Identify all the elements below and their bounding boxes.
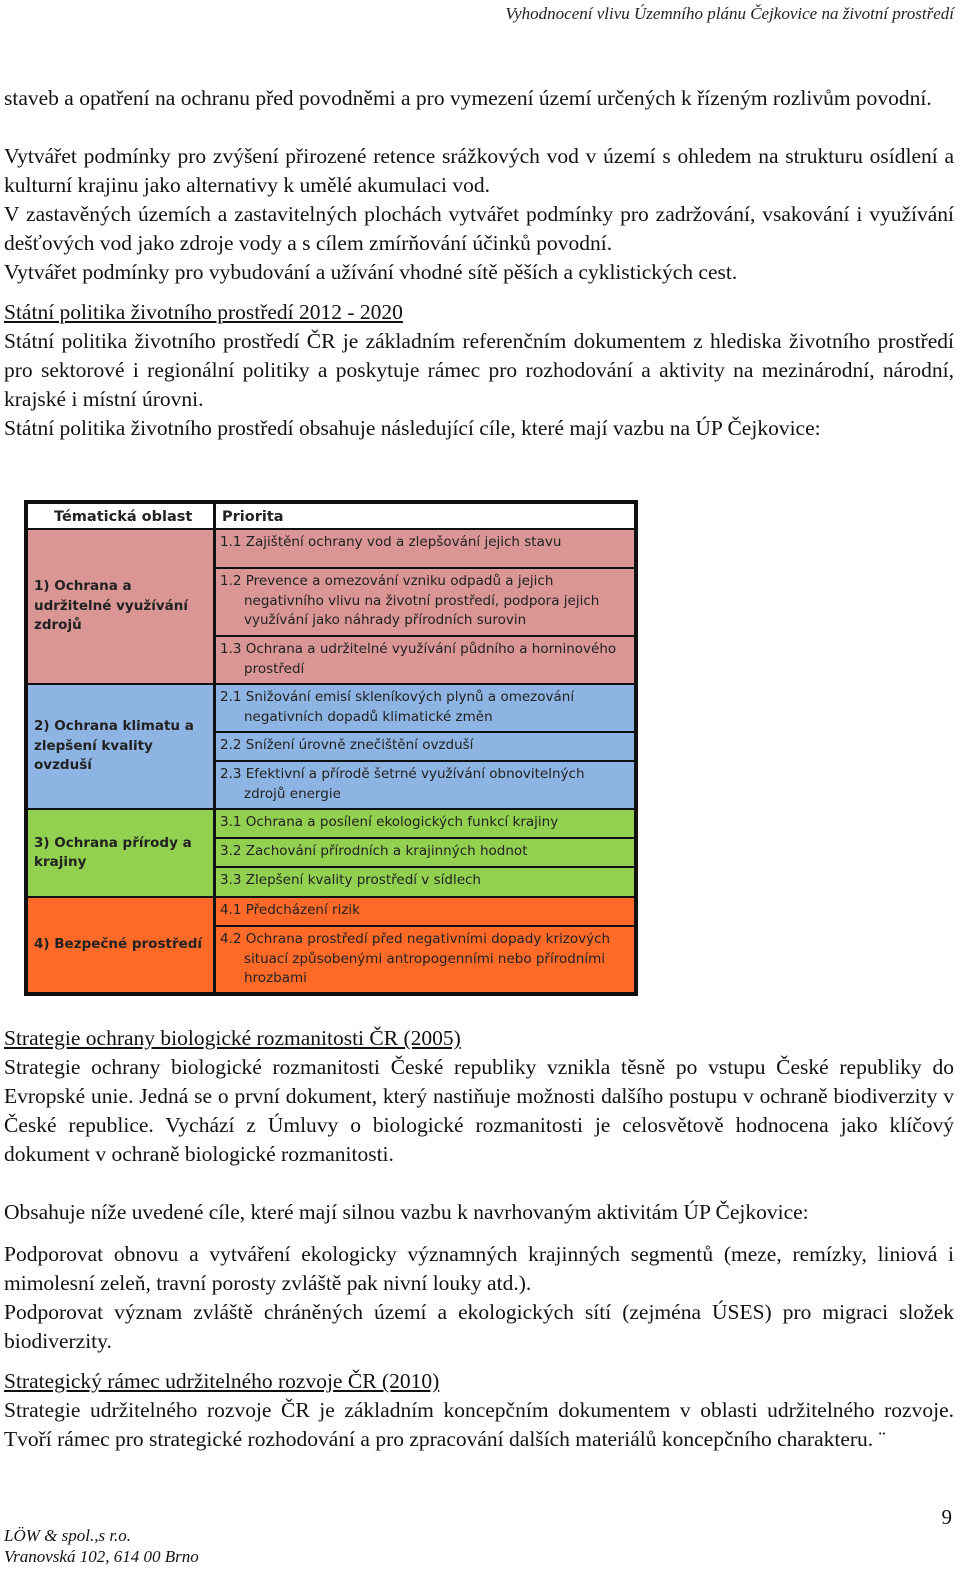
heading-sustainable-development: Strategický rámec udržitelného rozvoje ČR (2010) bbox=[4, 1369, 440, 1393]
table-header-priority: Priorita bbox=[216, 504, 634, 528]
paragraph-retention: Vytvářet podmínky pro zvýšení přirozené retence srážkových vod v území s ohledem na strukturu osídlení a kulturní krajinu jako alternativy k umělé akumulaci vod. bbox=[4, 144, 954, 197]
paragraph-policy-description: Státní politika životního prostředí ČR je základním referenčním dokumentem z hlediska životního prostředí pro sektorové i regionální politiky a poskytuje rámec pro rozhodování a aktivity na mezinárodní, národní, krajské i místní úrovni. bbox=[4, 329, 954, 411]
priority-3-2: 3.2 Zachování přírodních a krajinných hodnot bbox=[216, 839, 634, 866]
paragraph-policy-goals: Státní politika životního prostředí obsahuje následující cíle, které mají vazbu na ÚP Čejkovice: bbox=[4, 416, 821, 440]
running-header: Vyhodnocení vlivu Územního plánu Čejkovice na životní prostředí bbox=[505, 4, 954, 23]
priority-1-1: 1.1 Zajištění ochrany vod a zlepšování jejich stavu bbox=[216, 530, 634, 567]
paragraph-cycle-paths: Vytvářet podmínky pro vybudování a užívání vhodné sítě pěších a cyklistických cest. bbox=[4, 260, 738, 284]
paragraph-flood-measures: staveb a opatření na ochranu před povodněmi a pro vymezení území určených k řízeným rozlivům povodní. bbox=[4, 86, 932, 110]
priority-2-3: 2.3 Efektivní a přírodě šetrné využívání obnovitelných zdrojů energie bbox=[216, 762, 634, 808]
priority-4-1: 4.1 Předcházení rizik bbox=[216, 898, 634, 925]
priorities-table bbox=[24, 500, 638, 996]
heading-state-environment-policy: Státní politika životního prostředí 2012 - 2020 bbox=[4, 300, 403, 324]
heading-biodiversity-strategy: Strategie ochrany biologické rozmanitosti ČR (2005) bbox=[4, 1026, 461, 1050]
priority-2-2: 2.2 Snížení úrovně znečištění ovzduší bbox=[216, 733, 634, 760]
area-nature: 3) Ochrana přírody a krajiny bbox=[28, 810, 213, 896]
paragraph-biodiversity-strategy: Strategie ochrany biologické rozmanitosti České republiky vznikla těsně po vstupu České republiky do Evropské unie. Jedná se o první dokument, který nastiňuje možnosti dalšího postupu v ochraně biodiverzity v České republice. Vychází z Úmluvy o biologické rozmanitosti je celosvětově hodnocena jako klíčový dokument v ochraně biologické rozmanitosti. bbox=[4, 1055, 954, 1166]
paragraph-landscape-segments: Podporovat obnovu a vytváření ekologicky významných krajinných segmentů (meze, remízky, liniová i mimolesní zeleň, travní porosty zvláště pak nivní louky atd.). bbox=[4, 1242, 954, 1295]
paragraph-protected-areas: Podporovat význam zvláště chráněných území a ekologických sítí (zejména ÚSES) pro migraci složek biodiverzity. bbox=[4, 1300, 954, 1353]
paragraph-rainwater: V zastavěných územích a zastavitelných plochách vytvářet podmínky pro zadržování, vsakování i využívání dešťových vod jako zdroje vody a s cílem zmírňování účinků povodní. bbox=[4, 202, 954, 255]
area-resources: 1) Ochrana a udržitelné využívání zdrojů bbox=[28, 530, 213, 683]
priority-2-1: 2.1 Snižování emisí skleníkových plynů a omezování negativních dopadů klimatické změn bbox=[216, 685, 634, 731]
footer-company: LÖW & spol.,s r.o. bbox=[4, 1526, 132, 1545]
area-safety: 4) Bezpečné prostředí bbox=[28, 898, 213, 992]
priority-3-3: 3.3 Zlepšení kvality prostředí v sídlech bbox=[216, 868, 634, 896]
priority-4-2: 4.2 Ochrana prostředí před negativními dopady krizových situací způsobenými antropogenními nebo přírodními hrozbami bbox=[216, 927, 634, 992]
priority-1-2: 1.2 Prevence a omezování vzniku odpadů a jejich negativního vlivu na životní prostředí, podpora jejich využívání jako náhrady přírodních surovin bbox=[216, 569, 634, 635]
footer-address: Vranovská 102, 614 00 Brno bbox=[4, 1547, 199, 1566]
paragraph-sustainable-development: Strategie udržitelného rozvoje ČR je základním koncepčním dokumentem v oblasti udržitelného rozvoje. Tvoří rámec pro strategické rozhodování a pro zpracování dalších materiálů koncepčního charakteru. ¨ bbox=[4, 1398, 954, 1451]
paragraph-biodiversity-goals: Obsahuje níže uvedené cíle, které mají silnou vazbu k navrhovaným aktivitám ÚP Čejkovice: bbox=[4, 1200, 809, 1224]
area-climate: 2) Ochrana klimatu a zlepšení kvality ovzduší bbox=[28, 685, 213, 808]
table-header-area: Tématická oblast bbox=[28, 504, 213, 528]
priority-3-1: 3.1 Ochrana a posílení ekologických funkcí krajiny bbox=[216, 810, 634, 837]
page-number: 9 bbox=[941, 1505, 952, 1529]
priority-1-3: 1.3 Ochrana a udržitelné využívání půdního a horninového prostředí bbox=[216, 637, 634, 683]
